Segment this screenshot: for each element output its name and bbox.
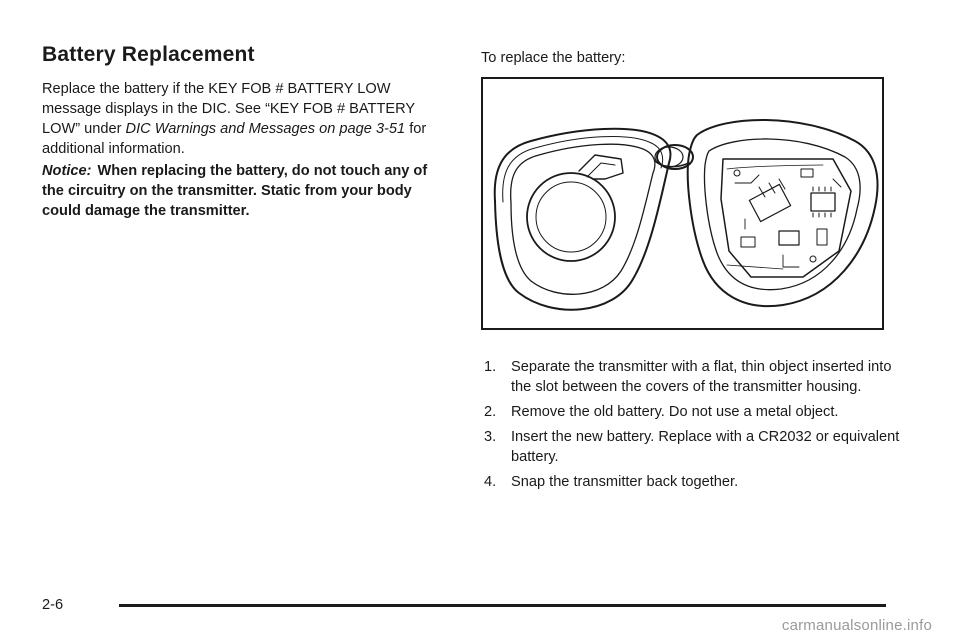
right-cover-inner (705, 139, 861, 290)
chip-icon (811, 193, 835, 211)
circuit-board-icon (721, 159, 851, 277)
step-item (484, 427, 904, 467)
step-item (484, 472, 904, 492)
battery-icon (527, 173, 615, 261)
intro-paragraph (42, 79, 442, 159)
notice-paragraph (42, 161, 442, 221)
step-item (484, 402, 904, 422)
step-text: Separate the transmitter with a flat, thin object inserted into the slot between the covers of the transmitter housing. (511, 359, 892, 395)
step-number: 4. (484, 474, 497, 490)
footer-rule (119, 604, 886, 607)
replacement-steps (484, 357, 904, 497)
site-watermark: carmanualsonline.info (781, 617, 932, 634)
page-title: Battery Replacement (42, 43, 255, 66)
battery-inner-ring (536, 182, 606, 252)
step-text: Snap the transmitter back together. (511, 474, 739, 490)
step-item (484, 357, 904, 397)
step-number: 2. (484, 404, 497, 420)
page-number: 2-6 (42, 597, 64, 613)
notice-label: Notice: (42, 163, 92, 179)
procedure-intro: To replace the battery: (481, 50, 626, 66)
left-cover-outer (495, 129, 671, 310)
key-fob-drawing (483, 79, 882, 328)
dic-messages-reference: DIC Warnings and Messages on page 3-51 (125, 121, 406, 137)
notice-text: When replacing the battery, do not touch any of the circuitry on the transmitter. Static from your body could damage the transmitter. (42, 163, 428, 219)
right-cover-outer (688, 120, 878, 306)
step-number: 3. (484, 429, 497, 445)
step-text: Remove the old battery. Do not use a metal object. (511, 404, 839, 420)
intro-text-after: for additional information. (42, 121, 427, 157)
key-fob-illustration (481, 77, 884, 330)
step-number: 1. (484, 359, 497, 375)
intro-text-before: Replace the battery if the KEY FOB # BATTERY LOW message displays in the DIC. See “KEY FOB # BATTERY LOW” under (42, 81, 415, 137)
step-text: Insert the new battery. Replace with a CR2032 or equivalent battery. (511, 429, 900, 465)
